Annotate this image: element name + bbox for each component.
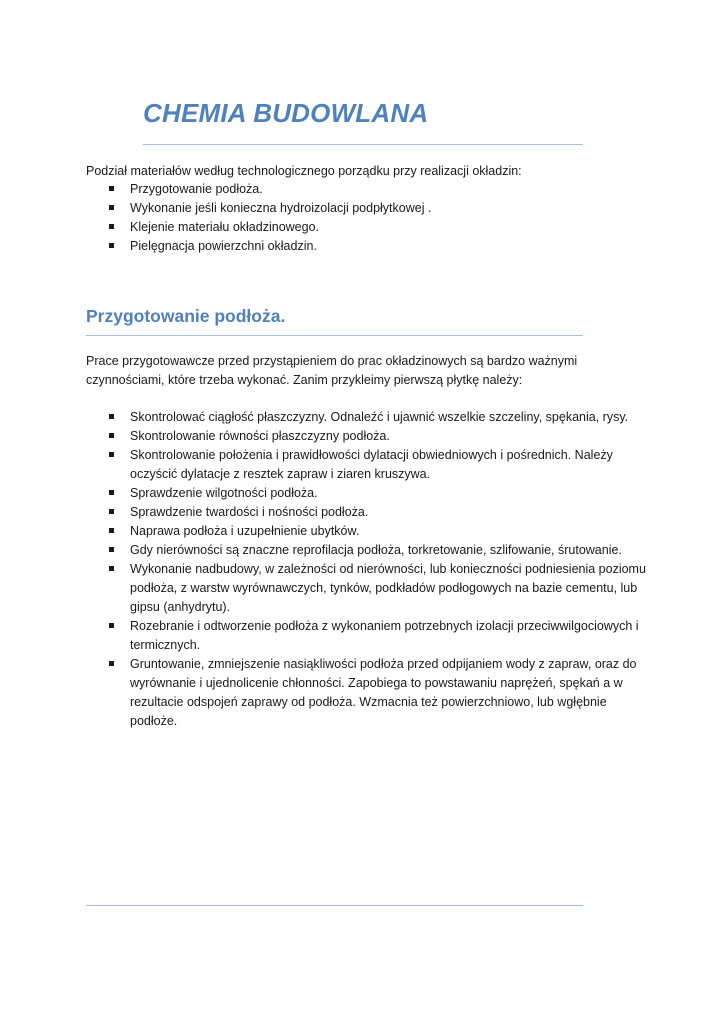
list-item-text: Skontrolować ciągłość płaszczyzny. Odnaleźć i ujawnić wszelkie szczeliny, spękania, rysy.: [130, 410, 629, 424]
paragraph-line: Prace przygotowawcze przed przystąpieniem do prac okładzinowych są bardzo ważnymi: [86, 354, 578, 368]
list-item-text: Gruntowanie, zmniejszenie nasiąkliwości podłoża przed odpijaniem wody z zapraw, oraz do wyrównanie i ujednolicenie chłonności. Zapobiega to powstawaniu naprężeń, spękań a w rezultacie odspojeń zaprawy od podłoża. Wzmacnia też powierzchniowo, lub wgłębnie podłoże.: [130, 657, 637, 728]
list-item-text: Skontrolowanie położenia i prawidłowości dylatacji obwiedniowych i pośrednich. Należy oczyścić dylatacje z resztek zapraw i ziaren kruszywa.: [130, 448, 613, 481]
square-bullet-icon: [109, 452, 114, 457]
title-divider: [143, 144, 583, 145]
list-item-text: Rozebranie i odtworzenie podłoża z wykonaniem potrzebnych izolacji przeciwwilgociowych i termicznych.: [130, 619, 639, 652]
list-item: [86, 446, 646, 484]
document-title: CHEMIA BUDOWLANA: [143, 98, 429, 128]
square-bullet-icon: [109, 224, 114, 229]
list-item-text: Sprawdzenie twardości i nośności podłoża.: [130, 505, 369, 519]
steps-list: [86, 408, 646, 731]
square-bullet-icon: [109, 243, 114, 248]
list-item: [86, 541, 646, 560]
square-bullet-icon: [109, 205, 114, 210]
square-bullet-icon: [109, 509, 114, 514]
list-item-text: Skontrolowanie równości płaszczyzny podłoża.: [130, 429, 390, 443]
square-bullet-icon: [109, 661, 114, 666]
list-item: [86, 408, 646, 427]
square-bullet-icon: [109, 490, 114, 495]
list-item: [86, 237, 646, 256]
list-item-text: Wykonanie nadbudowy, w zależności od nierówności, lub konieczności podniesienia poziomu podłoża, z warstw wyrównawczych, tynków, podkładów podłogowych na bazie cementu, lub gipsu (anhydrytu).: [130, 562, 646, 614]
list-item-text: Klejenie materiału okładzinowego.: [130, 220, 320, 234]
square-bullet-icon: [109, 433, 114, 438]
square-bullet-icon: [109, 566, 114, 571]
list-item: [86, 218, 646, 237]
intro-list: [86, 180, 646, 256]
list-item-text: Przygotowanie podłoża.: [130, 182, 263, 196]
square-bullet-icon: [109, 528, 114, 533]
section-paragraph: [86, 352, 646, 390]
list-item: [86, 522, 646, 541]
list-item-text: Wykonanie jeśli konieczna hydroizolacji podpłytkowej .: [130, 201, 432, 215]
list-item: [86, 180, 646, 199]
section-divider: [86, 335, 583, 336]
square-bullet-icon: [109, 186, 114, 191]
list-item: [86, 199, 646, 218]
list-item: [86, 617, 646, 655]
square-bullet-icon: [109, 414, 114, 419]
list-item-text: Pielęgnacja powierzchni okładzin.: [130, 239, 317, 253]
list-item: [86, 655, 646, 731]
section-heading: Przygotowanie podłoża.: [86, 306, 286, 326]
list-item: [86, 560, 646, 617]
list-item-text: Naprawa podłoża i uzupełnienie ubytków.: [130, 524, 360, 538]
list-item-text: Gdy nierówności są znaczne reprofilacja podłoża, torkretowanie, szlifowanie, śrutowanie.: [130, 543, 622, 557]
footer-divider: [86, 905, 583, 906]
paragraph-line: czynnościami, które trzeba wykonać. Zanim przykleimy pierwszą płytkę należy:: [86, 373, 523, 387]
list-item: [86, 503, 646, 522]
intro-text: Podział materiałów według technologicznego porządku przy realizacji okładzin:: [86, 164, 522, 178]
list-item-text: Sprawdzenie wilgotności podłoża.: [130, 486, 318, 500]
list-item: [86, 427, 646, 446]
square-bullet-icon: [109, 623, 114, 628]
square-bullet-icon: [109, 547, 114, 552]
list-item: [86, 484, 646, 503]
